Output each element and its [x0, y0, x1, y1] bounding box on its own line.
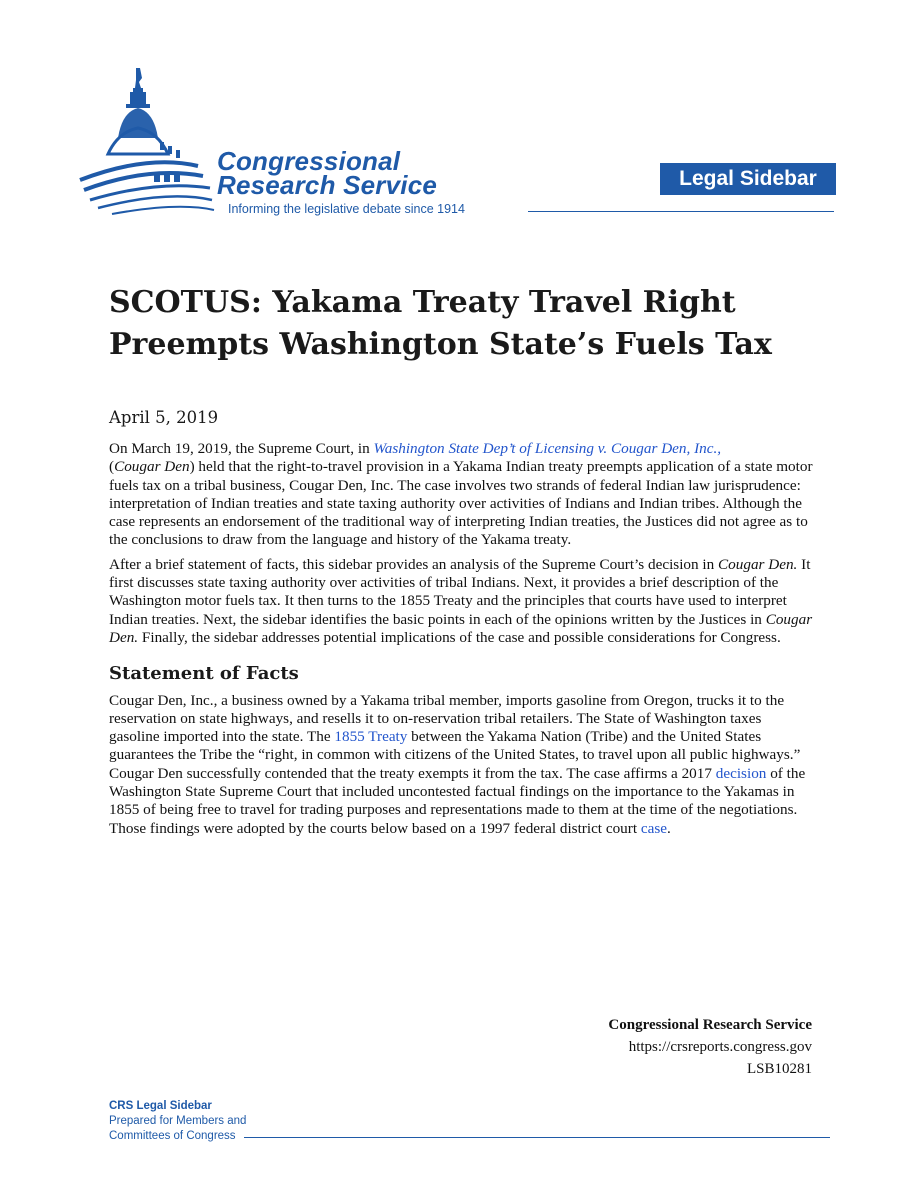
text-run: ) held that the right-to-travel provision in a Yakama Indian treaty preempts application of a state motor fuels tax on a tribal business, Cougar Den, Inc. The case involves two strands of federal Indian law jurisprudence: interpretation of Indian treaties and state taxing authority over activities of Indians and Indian tribes. Although the case represents an endorsement of the traditional way of interpreting Indian treaties, the Justices did not agree as to the conclusions to draw from the language and history of the Yakama treaty. — [109, 458, 813, 549]
text-run: It first discusses state taxing authority over activities of tribal Indians. Next, it provides a brief description of the Washington motor fuels tax. It then turns to the 1855 Treaty and the principles that courts have used to interpret Indian treaties. Next, the sidebar identifies the basic points in each of the opinions written by the Justices in — [109, 555, 811, 628]
case-link[interactable]: Washington State Dep’t of Licensing v. Cougar Den, Inc., — [373, 440, 722, 457]
footer-report-id: LSB10281 — [746, 1061, 812, 1077]
text-run: On March 19, 2019, the Supreme Court, in — [109, 440, 374, 457]
footer-divider — [244, 1137, 830, 1138]
text-run: between the Yakama Nation (Tribe) and the United States guarantees the Tribe the “right, in common with citizens of the United States, to travel upon all public highways.” Cougar Den successfully contended that the treaty exempts it from the tax. The case affirms a 2017 — [109, 728, 801, 782]
case-name-italic: Cougar Den. — [109, 610, 813, 646]
title-line-2: Preempts Washington State’s Fuels Tax — [109, 327, 772, 362]
section-heading: Statement of Facts — [109, 663, 299, 685]
text-run: ( — [109, 458, 115, 476]
text-run: Finally, the sidebar addresses potential implications of the case and possible considerations for Congress. — [138, 628, 781, 646]
text-run: of the Washington State Supreme Court that included uncontested factual findings on the importance to the Yakamas in 1855 of being free to travel for trading purposes and representations made to them at the time of the negotiations. Those findings were adopted by the courts below based on a 1997 federal district court — [109, 764, 806, 837]
paragraph-intro — [109, 440, 814, 550]
footer-series-label — [109, 1099, 246, 1144]
case-name-italic: Cougar Den. — [718, 555, 798, 573]
publication-date: April 5, 2019 — [109, 408, 219, 427]
case-link-district[interactable]: case — [640, 819, 667, 837]
paragraph-overview — [109, 556, 814, 647]
document-body — [109, 440, 814, 844]
page-title — [109, 282, 809, 366]
crs-logo-line2: Research Service — [217, 170, 438, 200]
legal-sidebar-badge: Legal Sidebar — [660, 163, 836, 195]
header-divider — [528, 211, 834, 212]
series-name: CRS Legal Sidebar — [109, 1100, 212, 1112]
title-line-1: SCOTUS: Yakama Treaty Travel Right — [109, 285, 736, 320]
crs-logo-line1: Congressional — [217, 146, 401, 176]
series-audience-1: Prepared for Members and — [109, 1115, 247, 1127]
decision-link[interactable]: decision — [715, 764, 767, 782]
text-run: Cougar Den, Inc., a business owned by a Yakama tribal member, imports gasoline from Oregon, trucks it to the reservation on state highways, and resells it to on-reservation tribal retailers. The State of Washington taxes gasoline imported into the state. The — [109, 691, 785, 746]
text-run: After a brief statement of facts, this sidebar provides an analysis of the Supreme Court’s decision in — [109, 555, 719, 573]
crs-tagline: Informing the legislative debate since 1914 — [228, 202, 465, 216]
text-run: . — [666, 819, 671, 837]
footer-url[interactable]: https://crsreports.congress.gov — [628, 1039, 812, 1055]
paragraph-facts — [109, 692, 814, 838]
case-name-italic: Cougar Den — [114, 458, 190, 476]
treaty-link[interactable]: 1855 Treaty — [334, 728, 408, 746]
footer-org-name: Congressional Research Service — [608, 1017, 812, 1033]
footer-contact — [608, 1014, 812, 1080]
series-audience-2: Committees of Congress — [109, 1130, 236, 1142]
